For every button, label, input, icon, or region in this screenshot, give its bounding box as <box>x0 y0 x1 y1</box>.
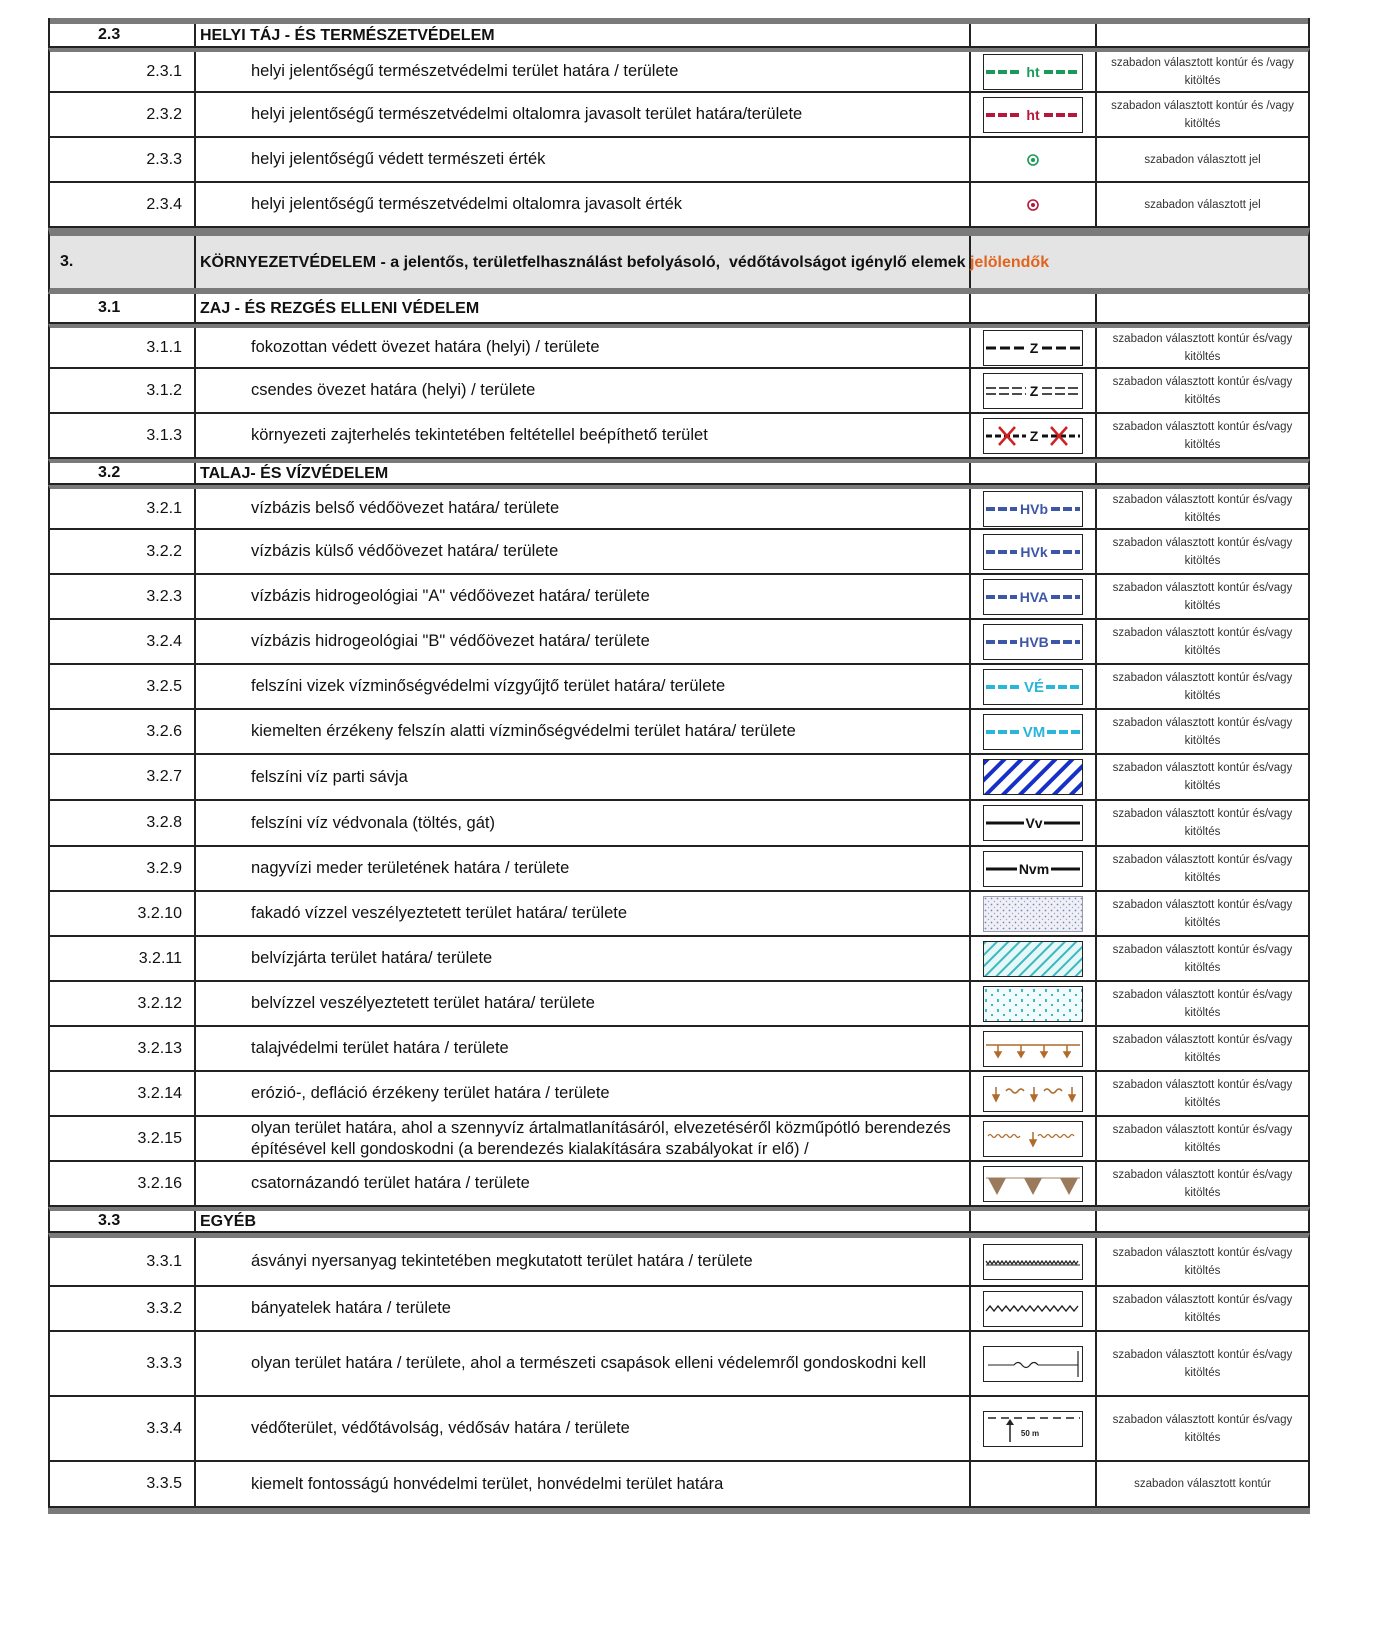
row-description: bányatelek határa / területe <box>196 1287 971 1330</box>
red-circle-point-icon <box>1026 198 1040 212</box>
row-number: 3.3.2 <box>50 1287 196 1330</box>
section-title: HELYI TÁJ - ÉS TERMÉSZETVÉDELEM <box>196 24 971 46</box>
row-number: 3.3.3 <box>50 1332 196 1395</box>
row-number: 3.3.1 <box>50 1238 196 1285</box>
section-title: TALAJ- ÉS VÍZVÉDELEM <box>196 463 971 483</box>
symbol-cell <box>971 755 1097 799</box>
row-description: vízbázis külső védőövezet határa/ területe <box>196 530 971 573</box>
table-row <box>48 1397 1310 1462</box>
fine-zigzag-line-symbol <box>983 1244 1083 1280</box>
row-note: szabadon választott kontúr és/vagy kitöltés <box>1112 1246 1293 1277</box>
symbol-label: ht <box>1026 106 1040 123</box>
symbol-label: VM <box>1022 723 1046 741</box>
symbol-label: Nvm <box>1018 860 1050 877</box>
row-description: kiemelt fontosságú honvédelmi terület, honvédelmi terület határa <box>196 1462 971 1506</box>
row-note: szabadon választott kontúr és /vagy kitöltés <box>1111 56 1294 87</box>
symbol-cell <box>971 463 1097 483</box>
row-number: 3.2.5 <box>50 665 196 708</box>
symbol-cell <box>971 1027 1097 1070</box>
symbol-cell <box>971 183 1097 226</box>
section-header-2-3 <box>48 24 1310 48</box>
row-description: ásványi nyersanyag tekintetében megkutatott terület határa / területe <box>196 1238 971 1285</box>
table-row <box>48 1162 1310 1207</box>
table-row <box>48 847 1310 892</box>
symbol-cell <box>971 665 1097 708</box>
table-row <box>48 710 1310 755</box>
symbol-label: Vv <box>1025 815 1043 831</box>
teal-dash-pattern-symbol <box>983 986 1083 1022</box>
row-note: szabadon választott kontúr és/vagy kitöltés <box>1112 716 1293 747</box>
row-note: szabadon választott kontúr és/vagy kitöltés <box>1112 375 1293 406</box>
row-description: belvízjárta terület határa/ területe <box>196 937 971 980</box>
row-description: csatornázandó terület határa / területe <box>196 1162 971 1205</box>
row-description: erózió-, defláció érzékeny terület határa / területe <box>196 1072 971 1115</box>
section-title-highlight: jelölendők <box>969 253 1050 271</box>
row-number: 3. <box>50 236 196 288</box>
row-note: szabadon választott kontúr és/vagy kitöltés <box>1112 1413 1293 1444</box>
table-row <box>48 1117 1310 1162</box>
symbol-cell <box>971 328 1097 367</box>
row-description: belvízzel veszélyeztetett terület határa/ területe <box>196 982 971 1025</box>
symbol-label: VÉ <box>1023 678 1045 696</box>
section-title: ZAJ - ÉS REZGÉS ELLENI VÉDELEM <box>196 294 971 322</box>
section-header-3-3 <box>48 1207 1310 1233</box>
row-note: szabadon választott kontúr és/vagy kitöltés <box>1112 898 1293 929</box>
symbol-label: HVA <box>1019 588 1049 605</box>
table-row <box>48 665 1310 710</box>
symbol-cell <box>971 847 1097 890</box>
symbol-cell <box>971 530 1097 573</box>
section-title-text: KÖRNYEZETVÉDELEM - a jelentős, területfelhasználást befolyásoló, védőtávolságot igénylő elemek <box>200 253 970 271</box>
row-note: szabadon választott kontúr és/vagy kitöltés <box>1112 943 1293 974</box>
row-number: 3.2.9 <box>50 847 196 890</box>
brown-arrow-line-symbol <box>983 1031 1083 1067</box>
row-description: vízbázis hidrogeológiai "B" védőövezet határa/ területe <box>196 620 971 663</box>
row-number: 3.3.4 <box>50 1397 196 1460</box>
row-description: nagyvízi meder területének határa / területe <box>196 847 971 890</box>
symbol-label: 50 m <box>1020 1428 1040 1438</box>
note-cell <box>1097 463 1308 483</box>
row-description: olyan terület határa, ahol a szennyvíz ártalmatlanításáról, elvezetéséről közműpótló berendezés építésével kell gondoskodni (a berendezés kialakítására szabályokat ír elő) / <box>196 1117 971 1160</box>
row-description: kiemelten érzékeny felszín alatti vízminőségvédelmi terület határa/ területe <box>196 710 971 753</box>
row-description: fakadó vízzel veszélyeztetett terület határa/ területe <box>196 892 971 935</box>
table-row <box>48 801 1310 847</box>
navy-dashed-hvk-symbol <box>983 534 1083 570</box>
crossed-z-symbol <box>983 418 1083 454</box>
row-number: 3.2.2 <box>50 530 196 573</box>
table-row <box>48 755 1310 801</box>
table-row <box>48 414 1310 459</box>
symbol-cell <box>971 620 1097 663</box>
symbol-cell <box>971 1287 1097 1330</box>
section-spacer <box>971 236 1308 288</box>
row-number: 3.2.12 <box>50 982 196 1025</box>
blue-hatch-symbol <box>983 759 1083 795</box>
section-title: EGYÉB <box>196 1211 971 1231</box>
table-row <box>48 937 1310 982</box>
row-number: 3.3 <box>50 1211 196 1231</box>
row-note: szabadon választott kontúr és/vagy kitöltés <box>1112 762 1293 792</box>
row-number: 3.2.13 <box>50 1027 196 1070</box>
table-row <box>48 530 1310 575</box>
row-number: 3.3.5 <box>50 1462 196 1506</box>
table-row <box>48 892 1310 937</box>
teal-hatch-symbol <box>983 941 1083 977</box>
symbol-label: Z <box>1029 427 1039 444</box>
navy-dashed-hvb-upper-symbol <box>983 624 1083 660</box>
symbol-cell <box>971 24 1097 46</box>
note-cell <box>1097 294 1308 322</box>
row-description: helyi jelentőségű természetvédelmi oltalomra javasolt érték <box>196 183 971 226</box>
symbol-label: HVk <box>1020 543 1048 560</box>
row-number: 3.2.1 <box>50 489 196 528</box>
symbol-cell <box>971 1162 1097 1205</box>
symbol-cell <box>971 294 1097 322</box>
symbol-label: HVb <box>1020 500 1048 517</box>
symbol-cell <box>971 1072 1097 1115</box>
row-note: szabadon választott kontúr és/vagy kitöltés <box>1112 1293 1293 1324</box>
section-title <box>196 236 1050 288</box>
symbol-cell <box>971 1117 1097 1160</box>
table-row <box>48 369 1310 414</box>
table-row <box>48 138 1310 183</box>
row-number: 3.1.1 <box>50 328 196 367</box>
row-number: 2.3 <box>50 24 196 46</box>
main-section-header-3 <box>48 228 1310 294</box>
row-note: szabadon választott jel <box>1144 198 1261 211</box>
row-note: szabadon választott kontúr és/vagy kitöltés <box>1112 671 1293 702</box>
symbol-cell <box>971 414 1097 457</box>
black-dashed-z-symbol <box>983 330 1083 366</box>
row-description: felszíni vizek vízminőségvédelmi vízgyűjtő terület határa/ területe <box>196 665 971 708</box>
row-note: szabadon választott kontúr és/vagy kitöltés <box>1112 626 1293 657</box>
row-note: szabadon választott kontúr <box>1134 1478 1271 1490</box>
row-note: szabadon választott kontúr és /vagy kitöltés <box>1111 99 1294 130</box>
symbol-cell <box>971 93 1097 136</box>
table-row <box>48 1462 1310 1508</box>
table-row <box>48 1332 1310 1397</box>
zigzag-line-symbol <box>983 1291 1083 1327</box>
symbol-label: ht <box>1026 63 1040 80</box>
note-cell <box>1097 1211 1308 1231</box>
symbol-label: Z <box>1029 382 1039 399</box>
symbol-cell <box>971 1397 1097 1460</box>
table-row <box>48 324 1310 369</box>
wave-line-symbol <box>983 1346 1083 1382</box>
row-number: 2.3.1 <box>50 52 196 91</box>
row-number: 2.3.4 <box>50 183 196 226</box>
table-row <box>48 93 1310 138</box>
row-number: 3.2.10 <box>50 892 196 935</box>
row-note: szabadon választott kontúr és/vagy kitöltés <box>1112 853 1293 884</box>
row-number: 3.1.3 <box>50 414 196 457</box>
cyan-dashed-vm-symbol <box>983 714 1083 750</box>
note-cell <box>1097 24 1308 46</box>
row-note: szabadon választott jel <box>1144 153 1261 166</box>
black-line-nvm-symbol <box>983 851 1083 887</box>
row-number: 3.2.15 <box>50 1117 196 1160</box>
symbol-cell <box>971 982 1097 1025</box>
green-dashed-line-symbol <box>983 54 1083 90</box>
red-dashed-line-symbol <box>983 97 1083 133</box>
row-note: szabadon választott kontúr és/vagy kitöltés <box>1112 581 1293 612</box>
row-number: 3.2.3 <box>50 575 196 618</box>
row-description: helyi jelentőségű természetvédelmi oltalomra javasolt terület határa/területe <box>196 93 971 136</box>
green-circle-point-icon <box>1026 153 1040 167</box>
row-note: szabadon választott kontúr és/vagy kitöltés <box>1112 1168 1293 1199</box>
brown-wave-arrow-symbol <box>983 1076 1083 1112</box>
brown-triangle-line-symbol <box>983 1166 1083 1202</box>
symbol-cell <box>971 1211 1097 1231</box>
table-bottom-rule <box>48 1508 1310 1514</box>
symbol-cell <box>971 937 1097 980</box>
row-number: 3.2.16 <box>50 1162 196 1205</box>
row-note: szabadon választott kontúr és/vagy kitöltés <box>1112 420 1293 451</box>
row-number: 3.2.7 <box>50 755 196 799</box>
row-note: szabadon választott kontúr és/vagy kitöltés <box>1112 1078 1293 1109</box>
table-row <box>48 1072 1310 1117</box>
row-description: vízbázis belső védőövezet határa/ területe <box>196 489 971 528</box>
row-note: szabadon választott kontúr és/vagy kitöltés <box>1112 808 1293 838</box>
table-row <box>48 485 1310 530</box>
row-note: szabadon választott kontúr és/vagy kitöltés <box>1112 536 1293 567</box>
row-description: felszíni víz védvonala (töltés, gát) <box>196 801 971 845</box>
table-row <box>48 982 1310 1027</box>
symbol-cell <box>971 138 1097 181</box>
row-description: helyi jelentőségű védett természeti érték <box>196 138 971 181</box>
symbol-cell <box>971 1238 1097 1285</box>
cyan-dashed-ve-symbol <box>983 669 1083 705</box>
table-row <box>48 183 1310 228</box>
table-row <box>48 620 1310 665</box>
symbol-cell <box>971 1462 1097 1506</box>
double-dashed-z-symbol <box>983 373 1083 409</box>
row-note: szabadon választott kontúr és/vagy kitöltés <box>1112 332 1293 363</box>
row-description: vízbázis hidrogeológiai "A" védőövezet határa/ területe <box>196 575 971 618</box>
navy-dashed-hvb-symbol <box>983 491 1083 527</box>
table-row <box>48 1233 1310 1287</box>
symbol-cell <box>971 1332 1097 1395</box>
row-number: 3.2.4 <box>50 620 196 663</box>
table-row <box>48 1287 1310 1332</box>
row-number: 3.2.8 <box>50 801 196 845</box>
row-note: szabadon választott kontúr és/vagy kitöltés <box>1112 1348 1293 1379</box>
row-description: helyi jelentőségű természetvédelmi terület határa / területe <box>196 52 971 91</box>
dotted-fill-symbol <box>983 896 1083 932</box>
symbol-cell <box>971 489 1097 528</box>
table-row <box>48 48 1310 93</box>
row-number: 2.3.3 <box>50 138 196 181</box>
row-number: 3.2.6 <box>50 710 196 753</box>
row-description: olyan terület határa / területe, ahol a természeti csapások elleni védelemről gondoskodni kell <box>196 1332 971 1395</box>
row-note: szabadon választott kontúr és/vagy kitöltés <box>1112 493 1293 524</box>
symbol-cell <box>971 892 1097 935</box>
table-row <box>48 1027 1310 1072</box>
row-description: védőterület, védőtávolság, védősáv határa / területe <box>196 1397 971 1460</box>
section-header-3-2 <box>48 459 1310 485</box>
symbol-label: HVB <box>1019 633 1049 650</box>
symbol-cell <box>971 575 1097 618</box>
symbol-cell <box>971 369 1097 412</box>
row-number: 3.1 <box>50 294 196 322</box>
row-number: 3.2 <box>50 463 196 483</box>
brown-small-wave-arrow-symbol <box>983 1121 1083 1157</box>
row-number: 3.1.2 <box>50 369 196 412</box>
row-number: 3.2.14 <box>50 1072 196 1115</box>
row-note: szabadon választott kontúr és/vagy kitöltés <box>1112 1033 1293 1064</box>
section-header-3-1 <box>48 294 1310 324</box>
row-number: 2.3.2 <box>50 93 196 136</box>
legend-table <box>48 18 1310 1514</box>
row-note: szabadon választott kontúr és/vagy kitöltés <box>1112 988 1293 1019</box>
row-note: szabadon választott kontúr és/vagy kitöltés <box>1112 1123 1293 1154</box>
black-line-vv-symbol <box>983 805 1083 841</box>
row-description: fokozottan védett övezet határa (helyi) / területe <box>196 328 971 367</box>
symbol-cell <box>971 52 1097 91</box>
symbol-label: Z <box>1029 339 1039 356</box>
table-row <box>48 575 1310 620</box>
row-description: felszíni víz parti sávja <box>196 755 971 799</box>
row-description: csendes övezet határa (helyi) / területe <box>196 369 971 412</box>
row-description: talajvédelmi terület határa / területe <box>196 1027 971 1070</box>
symbol-cell <box>971 710 1097 753</box>
row-number: 3.2.11 <box>50 937 196 980</box>
row-description: környezeti zajterhelés tekintetében feltétellel beépíthető terület <box>196 414 971 457</box>
navy-dashed-hva-symbol <box>983 579 1083 615</box>
distance-marker-symbol <box>983 1411 1083 1447</box>
symbol-cell <box>971 801 1097 845</box>
